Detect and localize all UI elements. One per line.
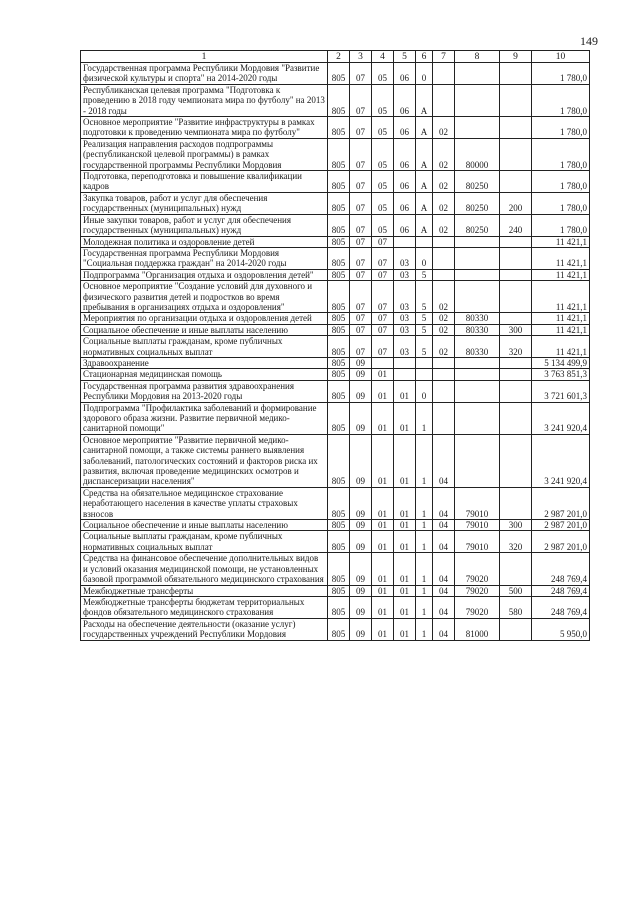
row-ministry: 805 (328, 281, 350, 313)
row-subprogram: 1 (416, 596, 433, 618)
row-program: 06 (394, 63, 416, 85)
row-subprogram: А (416, 214, 433, 236)
row-activity: 04 (433, 585, 455, 596)
column-header: 6 (416, 51, 433, 63)
row-ministry: 805 (328, 434, 350, 487)
table-row (81, 402, 590, 434)
row-subprogram: 1 (416, 434, 433, 487)
row-name: Иные закупки товаров, работ и услуг для обеспечения государственных (муниципальных) нужд (81, 214, 328, 236)
row-subprogram: 5 (416, 269, 433, 280)
row-amount: 11 421,1 (532, 336, 590, 358)
row-expense-type (500, 357, 532, 368)
row-direction (455, 269, 500, 280)
row-name: Социальное обеспечение и иные выплаты населению (81, 324, 328, 335)
column-header: 3 (350, 51, 372, 63)
table-row (81, 520, 590, 531)
table-row (81, 553, 590, 585)
row-amount: 248 769,4 (532, 585, 590, 596)
row-program: 03 (394, 336, 416, 358)
row-ministry: 805 (328, 84, 350, 116)
row-direction (455, 84, 500, 116)
row-program: 03 (394, 269, 416, 280)
row-name: Подготовка, переподготовка и повышение квалификации кадров (81, 171, 328, 193)
row-section: 09 (350, 596, 372, 618)
row-direction (455, 369, 500, 380)
row-section: 09 (350, 520, 372, 531)
row-name: Социальные выплаты гражданам, кроме публичных нормативных социальных выплат (81, 336, 328, 358)
row-subprogram: 1 (416, 585, 433, 596)
row-subsection: 05 (372, 63, 394, 85)
row-expense-type (500, 402, 532, 434)
row-name: Республиканская целевая программа "Подготовка к проведению в 2018 году чемпионата мира по футболу" на 2013 - 2018 годы (81, 84, 328, 116)
row-subprogram: 1 (416, 402, 433, 434)
row-activity (433, 369, 455, 380)
table-row (81, 281, 590, 313)
row-name: Реализация направления расходов подпрограммы (республиканской целевой программы) в рамках государственной программы Республики Мордовия (81, 138, 328, 170)
row-name: Молодежная политика и оздоровление детей (81, 236, 328, 247)
row-ministry: 805 (328, 171, 350, 193)
table-row (81, 236, 590, 247)
table-row (81, 369, 590, 380)
row-activity: 02 (433, 324, 455, 335)
row-section: 09 (350, 402, 372, 434)
row-subsection: 05 (372, 117, 394, 139)
row-ministry: 805 (328, 618, 350, 640)
row-subsection: 01 (372, 487, 394, 519)
table-row (81, 269, 590, 280)
row-section: 07 (350, 313, 372, 324)
row-subprogram: 1 (416, 618, 433, 640)
row-name: Закупка товаров, работ и услуг для обеспечения государственных (муниципальных) нужд (81, 192, 328, 214)
row-subprogram: 1 (416, 531, 433, 553)
row-program: 01 (394, 553, 416, 585)
row-section: 07 (350, 117, 372, 139)
row-activity (433, 236, 455, 247)
column-header: 8 (455, 51, 500, 63)
row-activity (433, 380, 455, 402)
row-direction (455, 247, 500, 269)
row-ministry: 805 (328, 247, 350, 269)
table-row (81, 487, 590, 519)
row-program (394, 369, 416, 380)
row-subprogram: 0 (416, 380, 433, 402)
row-section: 07 (350, 324, 372, 335)
row-program: 03 (394, 281, 416, 313)
row-program: 03 (394, 324, 416, 335)
row-amount: 1 780,0 (532, 84, 590, 116)
table-row (81, 171, 590, 193)
row-direction: 79020 (455, 553, 500, 585)
row-direction: 79010 (455, 487, 500, 519)
table-row (81, 247, 590, 269)
row-subsection: 01 (372, 618, 394, 640)
row-subprogram: 1 (416, 553, 433, 585)
row-subsection: 01 (372, 553, 394, 585)
row-name: Средства на финансовое обеспечение дополнительных видов и условий оказания медицинской помощи, не установленных базовой программой обязательного медицинского страхования (81, 553, 328, 585)
row-ministry: 805 (328, 117, 350, 139)
row-activity (433, 357, 455, 368)
row-name: Социальные выплаты гражданам, кроме публичных нормативных социальных выплат (81, 531, 328, 553)
row-subsection: 05 (372, 214, 394, 236)
row-name: Межбюджетные трансферты бюджетам территориальных фондов обязательного медицинского страхования (81, 596, 328, 618)
table-row (81, 336, 590, 358)
column-header: 7 (433, 51, 455, 63)
row-activity: 02 (433, 171, 455, 193)
row-expense-type (500, 269, 532, 280)
row-amount: 3 721 601,3 (532, 380, 590, 402)
column-header: 10 (532, 51, 590, 63)
row-ministry: 805 (328, 487, 350, 519)
row-activity: 02 (433, 281, 455, 313)
row-program: 06 (394, 117, 416, 139)
row-ministry: 805 (328, 520, 350, 531)
row-direction (455, 236, 500, 247)
row-direction: 80330 (455, 336, 500, 358)
row-subprogram: 5 (416, 313, 433, 324)
row-amount: 3 241 920,4 (532, 402, 590, 434)
row-direction (455, 63, 500, 85)
row-amount: 3 241 920,4 (532, 434, 590, 487)
row-program: 01 (394, 531, 416, 553)
row-amount: 248 769,4 (532, 596, 590, 618)
row-ministry: 805 (328, 214, 350, 236)
row-expense-type (500, 236, 532, 247)
row-subprogram: 0 (416, 63, 433, 85)
row-section: 09 (350, 585, 372, 596)
column-header: 2 (328, 51, 350, 63)
row-direction: 79020 (455, 596, 500, 618)
row-expense-type: 580 (500, 596, 532, 618)
row-activity: 02 (433, 214, 455, 236)
row-section: 07 (350, 247, 372, 269)
row-ministry: 805 (328, 313, 350, 324)
row-expense-type (500, 313, 532, 324)
row-program: 01 (394, 596, 416, 618)
row-expense-type: 300 (500, 520, 532, 531)
table-row (81, 585, 590, 596)
row-program: 01 (394, 585, 416, 596)
row-expense-type (500, 247, 532, 269)
row-expense-type (500, 369, 532, 380)
row-expense-type: 500 (500, 585, 532, 596)
row-subprogram: 5 (416, 281, 433, 313)
row-ministry: 805 (328, 357, 350, 368)
table-row (81, 313, 590, 324)
row-amount: 1 780,0 (532, 171, 590, 193)
row-ministry: 805 (328, 236, 350, 247)
row-amount: 2 987 201,0 (532, 531, 590, 553)
row-amount: 1 780,0 (532, 138, 590, 170)
row-expense-type (500, 84, 532, 116)
row-program (394, 357, 416, 368)
row-activity: 04 (433, 596, 455, 618)
row-activity: 04 (433, 531, 455, 553)
column-header: 5 (394, 51, 416, 63)
row-subsection: 01 (372, 531, 394, 553)
row-section: 09 (350, 487, 372, 519)
row-name: Средства на обязательное медицинское страхование неработающего населения в качестве уплаты страховых взносов (81, 487, 328, 519)
row-section: 07 (350, 192, 372, 214)
row-subprogram: А (416, 138, 433, 170)
row-name: Подпрограмма "Профилактика заболеваний и формирование здорового образа жизни. Развитие первичной медико-санитарной помощи" (81, 402, 328, 434)
row-expense-type (500, 281, 532, 313)
row-amount: 1 780,0 (532, 214, 590, 236)
row-subsection: 07 (372, 313, 394, 324)
row-ministry: 805 (328, 369, 350, 380)
table-row (81, 434, 590, 487)
row-section: 07 (350, 138, 372, 170)
row-activity (433, 247, 455, 269)
row-direction: 80250 (455, 214, 500, 236)
row-name: Основное мероприятие "Развитие инфраструктуры в рамках подготовки к проведению чемпионата мира по футболу" (81, 117, 328, 139)
table-row (81, 63, 590, 85)
row-subsection: 07 (372, 269, 394, 280)
row-subprogram: 0 (416, 247, 433, 269)
row-direction (455, 434, 500, 487)
row-expense-type: 300 (500, 324, 532, 335)
row-ministry: 805 (328, 596, 350, 618)
row-activity: 02 (433, 192, 455, 214)
table-row (81, 84, 590, 116)
row-name: Подпрограмма "Организация отдыха и оздоровления детей" (81, 269, 328, 280)
row-section: 07 (350, 171, 372, 193)
row-ministry: 805 (328, 380, 350, 402)
row-direction: 80250 (455, 171, 500, 193)
table-row (81, 324, 590, 335)
row-amount: 248 769,4 (532, 553, 590, 585)
row-program: 01 (394, 434, 416, 487)
row-subsection: 07 (372, 324, 394, 335)
row-expense-type (500, 138, 532, 170)
row-amount: 11 421,1 (532, 313, 590, 324)
row-ministry: 805 (328, 531, 350, 553)
row-expense-type: 320 (500, 336, 532, 358)
row-expense-type: 240 (500, 214, 532, 236)
table-row (81, 117, 590, 139)
row-direction: 79010 (455, 531, 500, 553)
row-expense-type (500, 171, 532, 193)
row-section: 07 (350, 63, 372, 85)
row-subsection: 01 (372, 434, 394, 487)
row-expense-type (500, 117, 532, 139)
row-activity: 04 (433, 434, 455, 487)
row-expense-type (500, 63, 532, 85)
column-header: 9 (500, 51, 532, 63)
row-direction: 80000 (455, 138, 500, 170)
table-row (81, 618, 590, 640)
row-section: 07 (350, 281, 372, 313)
row-name: Основное мероприятие "Создание условий для духовного и физического развития детей и подростков во время пребывания в организациях отдыха и оздоровления" (81, 281, 328, 313)
row-program: 01 (394, 402, 416, 434)
row-section: 07 (350, 84, 372, 116)
row-ministry: 805 (328, 585, 350, 596)
row-direction (455, 281, 500, 313)
table-row (81, 531, 590, 553)
column-header: 4 (372, 51, 394, 63)
row-amount: 1 780,0 (532, 117, 590, 139)
row-amount: 11 421,1 (532, 324, 590, 335)
row-activity (433, 84, 455, 116)
row-name: Социальное обеспечение и иные выплаты населению (81, 520, 328, 531)
row-expense-type: 200 (500, 192, 532, 214)
row-subprogram (416, 369, 433, 380)
row-subsection: 07 (372, 247, 394, 269)
row-section: 07 (350, 269, 372, 280)
row-activity (433, 269, 455, 280)
row-name: Стационарная медицинская помощь (81, 369, 328, 380)
row-program: 06 (394, 84, 416, 116)
row-direction: 79020 (455, 585, 500, 596)
row-subsection: 01 (372, 596, 394, 618)
row-direction: 79010 (455, 520, 500, 531)
row-subsection: 05 (372, 84, 394, 116)
row-direction: 80330 (455, 313, 500, 324)
row-program: 01 (394, 380, 416, 402)
row-amount: 1 780,0 (532, 192, 590, 214)
row-program: 06 (394, 171, 416, 193)
row-amount: 1 780,0 (532, 63, 590, 85)
row-subsection: 01 (372, 369, 394, 380)
budget-table (80, 50, 590, 641)
row-program: 01 (394, 487, 416, 519)
table-row (81, 138, 590, 170)
row-amount: 11 421,1 (532, 236, 590, 247)
row-program: 03 (394, 313, 416, 324)
row-subsection: 05 (372, 192, 394, 214)
row-program: 01 (394, 618, 416, 640)
row-activity: 04 (433, 520, 455, 531)
row-ministry: 805 (328, 192, 350, 214)
row-name: Расходы на обеспечение деятельности (оказание услуг) государственных учреждений Республики Мордовия (81, 618, 328, 640)
row-subsection: 07 (372, 236, 394, 247)
row-subprogram: А (416, 171, 433, 193)
row-expense-type (500, 380, 532, 402)
row-subprogram: А (416, 84, 433, 116)
row-ministry: 805 (328, 402, 350, 434)
table-row (81, 596, 590, 618)
row-activity (433, 402, 455, 434)
row-expense-type: 320 (500, 531, 532, 553)
row-subsection: 07 (372, 281, 394, 313)
row-expense-type (500, 434, 532, 487)
row-direction: 80250 (455, 192, 500, 214)
row-amount: 11 421,1 (532, 247, 590, 269)
row-amount: 3 763 851,3 (532, 369, 590, 380)
page-number: 149 (580, 34, 598, 48)
row-expense-type (500, 553, 532, 585)
row-ministry: 805 (328, 324, 350, 335)
row-expense-type (500, 487, 532, 519)
row-expense-type (500, 618, 532, 640)
row-subsection: 05 (372, 171, 394, 193)
row-direction (455, 117, 500, 139)
row-program: 06 (394, 138, 416, 170)
row-ministry: 805 (328, 63, 350, 85)
row-program: 03 (394, 247, 416, 269)
row-direction (455, 357, 500, 368)
row-name: Межбюджетные трансферты (81, 585, 328, 596)
table-row (81, 214, 590, 236)
row-activity: 02 (433, 117, 455, 139)
row-subprogram: 1 (416, 487, 433, 519)
table-row (81, 192, 590, 214)
row-activity: 04 (433, 487, 455, 519)
row-section: 07 (350, 214, 372, 236)
row-subsection: 05 (372, 138, 394, 170)
row-section: 09 (350, 553, 372, 585)
row-amount: 11 421,1 (532, 281, 590, 313)
row-name: Мероприятия по организации отдыха и оздоровления детей (81, 313, 328, 324)
row-subprogram (416, 357, 433, 368)
row-direction: 80330 (455, 324, 500, 335)
row-section: 09 (350, 434, 372, 487)
row-name: Основное мероприятие "Развитие первичной медико-санитарной помощи, а также системы раннего выявления заболеваний, патологических состояний и факторов риска их развития, включая проведение медицинских осмотров и диспансеризации населения" (81, 434, 328, 487)
row-program: 01 (394, 520, 416, 531)
row-section: 09 (350, 357, 372, 368)
row-activity: 02 (433, 313, 455, 324)
row-activity (433, 63, 455, 85)
row-section: 09 (350, 369, 372, 380)
row-ministry: 805 (328, 553, 350, 585)
row-name: Государственная программа Республики Мордовия "Социальная поддержка граждан" на 2014-2020 годы (81, 247, 328, 269)
row-activity: 02 (433, 138, 455, 170)
row-subsection (372, 357, 394, 368)
row-activity: 02 (433, 336, 455, 358)
row-ministry: 805 (328, 269, 350, 280)
row-direction (455, 402, 500, 434)
row-direction (455, 380, 500, 402)
table-row (81, 357, 590, 368)
row-ministry: 805 (328, 138, 350, 170)
row-subprogram: А (416, 117, 433, 139)
row-section: 09 (350, 380, 372, 402)
row-amount: 5 950,0 (532, 618, 590, 640)
row-section: 07 (350, 236, 372, 247)
row-subsection: 01 (372, 380, 394, 402)
row-subprogram (416, 236, 433, 247)
row-name: Здравоохранение (81, 357, 328, 368)
row-section: 09 (350, 531, 372, 553)
row-amount: 2 987 201,0 (532, 487, 590, 519)
row-program: 06 (394, 192, 416, 214)
table-header-row (81, 51, 590, 63)
row-amount: 11 421,1 (532, 269, 590, 280)
row-section: 07 (350, 336, 372, 358)
row-activity: 04 (433, 553, 455, 585)
row-program: 06 (394, 214, 416, 236)
row-subsection: 07 (372, 336, 394, 358)
column-header: 1 (81, 51, 328, 63)
row-amount: 5 134 499,9 (532, 357, 590, 368)
row-activity: 04 (433, 618, 455, 640)
row-ministry: 805 (328, 336, 350, 358)
row-direction: 81000 (455, 618, 500, 640)
row-amount: 2 987 201,0 (532, 520, 590, 531)
row-name: Государственная программа Республики Мордовия "Развитие физической культуры и спорта" на 2014-2020 годы (81, 63, 328, 85)
table-row (81, 380, 590, 402)
row-subprogram: 5 (416, 336, 433, 358)
row-subprogram: А (416, 192, 433, 214)
row-subprogram: 1 (416, 520, 433, 531)
row-subsection: 01 (372, 585, 394, 596)
row-subsection: 01 (372, 520, 394, 531)
row-name: Государственная программа развития здравоохранения Республики Мордовия на 2013-2020 годы (81, 380, 328, 402)
row-section: 09 (350, 618, 372, 640)
row-program (394, 236, 416, 247)
row-subprogram: 5 (416, 324, 433, 335)
row-subsection: 01 (372, 402, 394, 434)
